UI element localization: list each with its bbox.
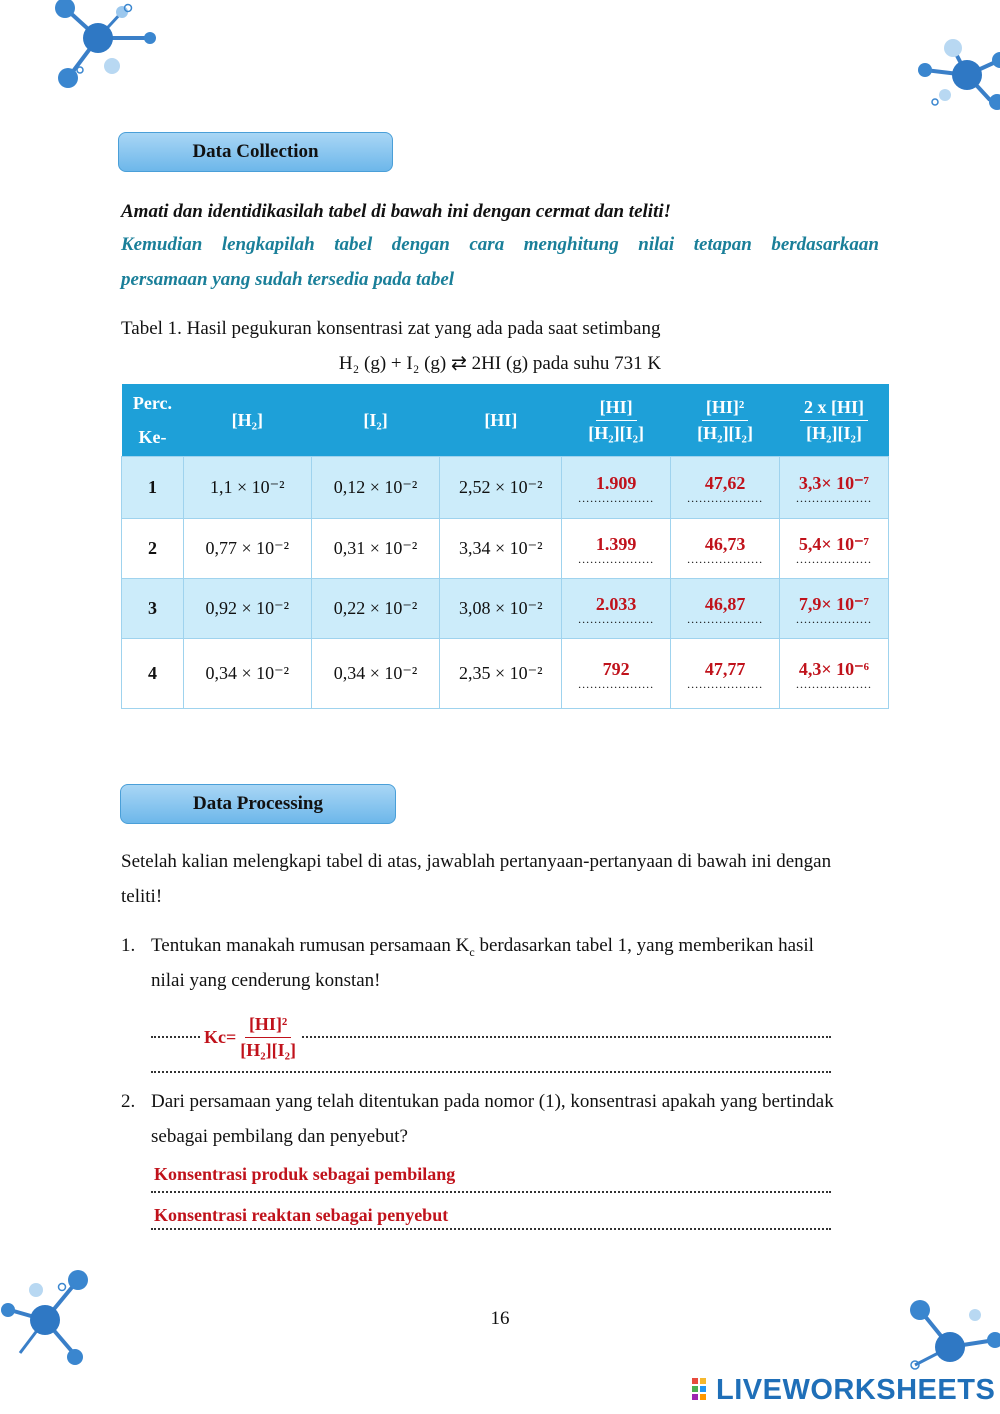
q2-answer-line-2 [151, 1228, 831, 1230]
page-number: 16 [490, 1308, 510, 1329]
answer-field[interactable]: 46,87 ................... [671, 579, 780, 639]
instruction-line-2-text: Kemudian lengkapilah tabel dengan cara menghitung nilai tetapan berdasarkaan [121, 234, 879, 255]
table-header-row [122, 384, 889, 457]
header-h2: [H₂] [183, 384, 311, 457]
instruction-line-3: persamaan yang sudah tersedia pada tabel [121, 269, 455, 290]
answer-field[interactable]: 1.909 ................... [562, 457, 671, 519]
instruction-line-1: Amati dan identidikasilah tabel di bawah ini dengan cermat dan teliti! [121, 201, 672, 222]
liveworksheets-logo [692, 1374, 995, 1407]
q1-answer-line-2 [151, 1071, 831, 1073]
q1-line-2: nilai yang cenderung konstan! [151, 970, 381, 991]
q1-line-1: Tentukan manakah rumusan persamaan $K_c$ berdasarkan tabel 1, yang memberikan hasil [151, 935, 814, 959]
q2-line-1: Dari persamaan yang telah ditentukan pada nomor (1), konsentrasi apakah yang bertindak [151, 1091, 834, 1112]
table-caption: Tabel 1. Hasil pegukuran konsentrasi zat yang ada pada saat setimbang [121, 318, 661, 339]
header-ratio-1: $\frac{[HI]}{\text{[H₂][I₂]}}$ [562, 384, 671, 457]
answer-field[interactable]: 3,3× 10⁻⁷ ................... [780, 457, 889, 519]
header-ratio-3: $\frac{2 x [HI]}{\text{[H₂][I₂]}}$ [780, 384, 889, 457]
intro-line-1: Setelah kalian melengkapi tabel di atas, jawablah pertanyaan-pertanyaan di bawah ini dengan [121, 851, 832, 872]
reaction-equation: H₂ (g) + I₂ (g) ⇄ 2HI (g) pada suhu 731 K [338, 353, 662, 374]
table-row: 3 0,92 × 10⁻² 0,22 × 10⁻² 3,08 × 10⁻² 2.033 ................... 46,87 ................... 7,9× 10⁻⁷ ................... [122, 579, 889, 639]
data-collection-title: Data Collection [192, 141, 319, 162]
data-collection-header [118, 132, 393, 172]
q1-number: 1. [121, 935, 136, 956]
q2-line-2: sebagai pembilang dan penyebut? [151, 1126, 408, 1147]
answer-field[interactable]: 1.399 ................... [562, 519, 671, 579]
data-processing-header [120, 784, 396, 824]
molecule-decoration-top-left [40, 0, 170, 100]
answer-field[interactable]: 792 ................... [562, 639, 671, 709]
answer-field[interactable]: 5,4× 10⁻⁷ ................... [780, 519, 889, 579]
q1-answer[interactable]: Kc= $\frac{\text{[HI]²}}{\text{[H₂][I₂]}}$ [200, 1014, 300, 1060]
answer-field[interactable]: 47,62 ................... [671, 457, 780, 519]
header-i2: [I₂] [311, 384, 440, 457]
q2-answer-1[interactable]: Konsentrasi produk sebagai pembilang [154, 1164, 456, 1184]
answer-field[interactable]: 47,77 ................... [671, 639, 780, 709]
table-row: 4 0,34 × 10⁻² 0,34 × 10⁻² 2,35 × 10⁻² 792 ................... 47,77 ................... 4,3× 10⁻⁶ ................... [122, 639, 889, 709]
answer-field[interactable]: 46,73 ................... [671, 519, 780, 579]
header-hi: [HI] [440, 384, 562, 457]
data-processing-title: Data Processing [193, 793, 323, 814]
q2-answer-line-1 [151, 1191, 831, 1193]
concentration-table [121, 384, 889, 709]
header-ratio-2: $\frac{\text{[HI]²}}{\text{[H₂][I₂]}}$ [671, 384, 780, 457]
liveworksheets-logo-text: LIVEWORKSHEETS [716, 1374, 996, 1406]
instruction-line-2 [121, 234, 879, 256]
table-row: 2 0,77 × 10⁻² 0,31 × 10⁻² 3,34 × 10⁻² 1.399 ................... 46,73 ................... 5,4× 10⁻⁷ ................... [122, 519, 889, 579]
liveworksheets-logo-icon [692, 1378, 714, 1404]
intro-line-2: teliti! [121, 886, 163, 907]
table-row: 1 1,1 × 10⁻² 0,12 × 10⁻² 2,52 × 10⁻² 1.909 ................... 47,62 ................... 3,3× 10⁻⁷ ................... [122, 457, 889, 519]
answer-field[interactable]: 4,3× 10⁻⁶ ................... [780, 639, 889, 709]
header-perc: Perc. Ke- [122, 384, 184, 457]
answer-field[interactable]: 2.033 ................... [562, 579, 671, 639]
molecule-decoration-top-right [905, 20, 1000, 120]
q2-number: 2. [121, 1091, 136, 1112]
answer-field[interactable]: 7,9× 10⁻⁷ ................... [780, 579, 889, 639]
q2-answer-2[interactable]: Konsentrasi reaktan sebagai penyebut [154, 1205, 449, 1225]
